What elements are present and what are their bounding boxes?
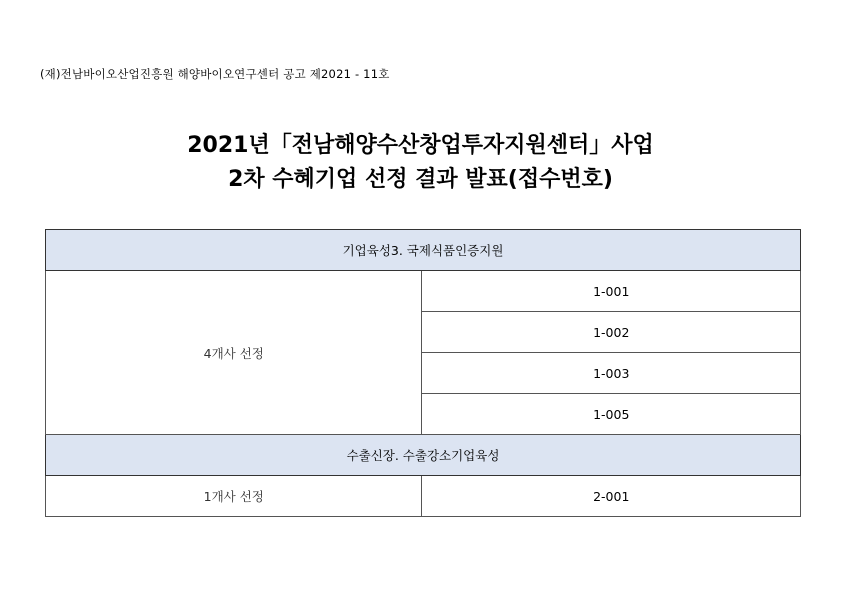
table-row xyxy=(46,271,801,312)
receipt-number: 1-003 xyxy=(422,353,801,394)
receipt-number: 1-001 xyxy=(422,271,801,312)
receipt-number: 1-005 xyxy=(422,394,801,435)
section-header-row xyxy=(46,435,801,476)
page-title-line1: 2021년「전남해양수산창업투자지원센터」사업 xyxy=(187,133,654,158)
section-heading: 기업육성3. 국제식품인증지원 xyxy=(46,230,801,271)
selection-count: 1개사 선정 xyxy=(46,476,422,517)
receipt-number: 1-002 xyxy=(422,312,801,353)
receipt-number: 2-001 xyxy=(422,476,801,517)
notice-number: (재)전남바이오산업진흥원 해양바이오연구센터 공고 제2021 - 11호 xyxy=(40,67,390,81)
table-row xyxy=(46,476,801,517)
page-title-line2: 2차 수혜기업 선정 결과 발표(접수번호) xyxy=(228,167,613,192)
section-header-row xyxy=(46,230,801,271)
result-table xyxy=(45,229,801,517)
selection-count: 4개사 선정 xyxy=(46,271,422,435)
section-heading: 수출신장. 수출강소기업육성 xyxy=(46,435,801,476)
